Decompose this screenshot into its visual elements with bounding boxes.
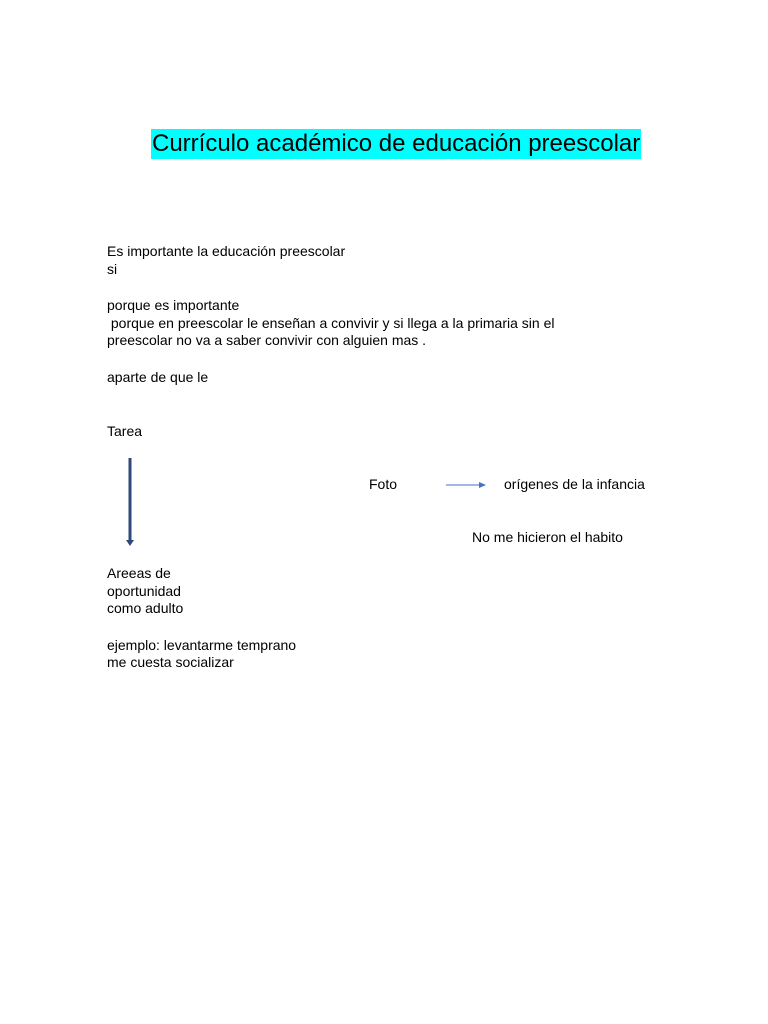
document-title: Currículo académico de educación preescolar <box>152 130 641 157</box>
paragraph-2-line-1: porque es importante <box>107 297 240 313</box>
habit-label: No me hicieron el habito <box>472 529 623 545</box>
opportunity-line-2: oportunidad <box>107 583 181 599</box>
example-line-2: me cuesta socializar <box>107 654 234 670</box>
paragraph-3: aparte de que le <box>107 369 209 385</box>
photo-label: Foto <box>369 476 398 492</box>
paragraph-1-line-1: Es importante la educación preescolar <box>107 243 346 259</box>
origins-label: orígenes de la infancia <box>504 476 645 492</box>
task-label: Tarea <box>107 423 143 439</box>
right-arrow-icon <box>446 482 486 488</box>
paragraph-2-line-3: preescolar no va a saber convivir con alguien mas . <box>107 332 427 348</box>
paragraph-1-line-2: si <box>107 261 118 277</box>
opportunity-line-1: Areeas de <box>107 565 171 581</box>
paragraph-2-line-2: porque en preescolar le enseñan a convivir y si llega a la primaria sin el <box>107 315 555 331</box>
opportunity-line-3: como adulto <box>107 600 184 616</box>
down-arrow-icon <box>126 458 134 546</box>
example-line-1: ejemplo: levantarme temprano <box>107 637 297 653</box>
